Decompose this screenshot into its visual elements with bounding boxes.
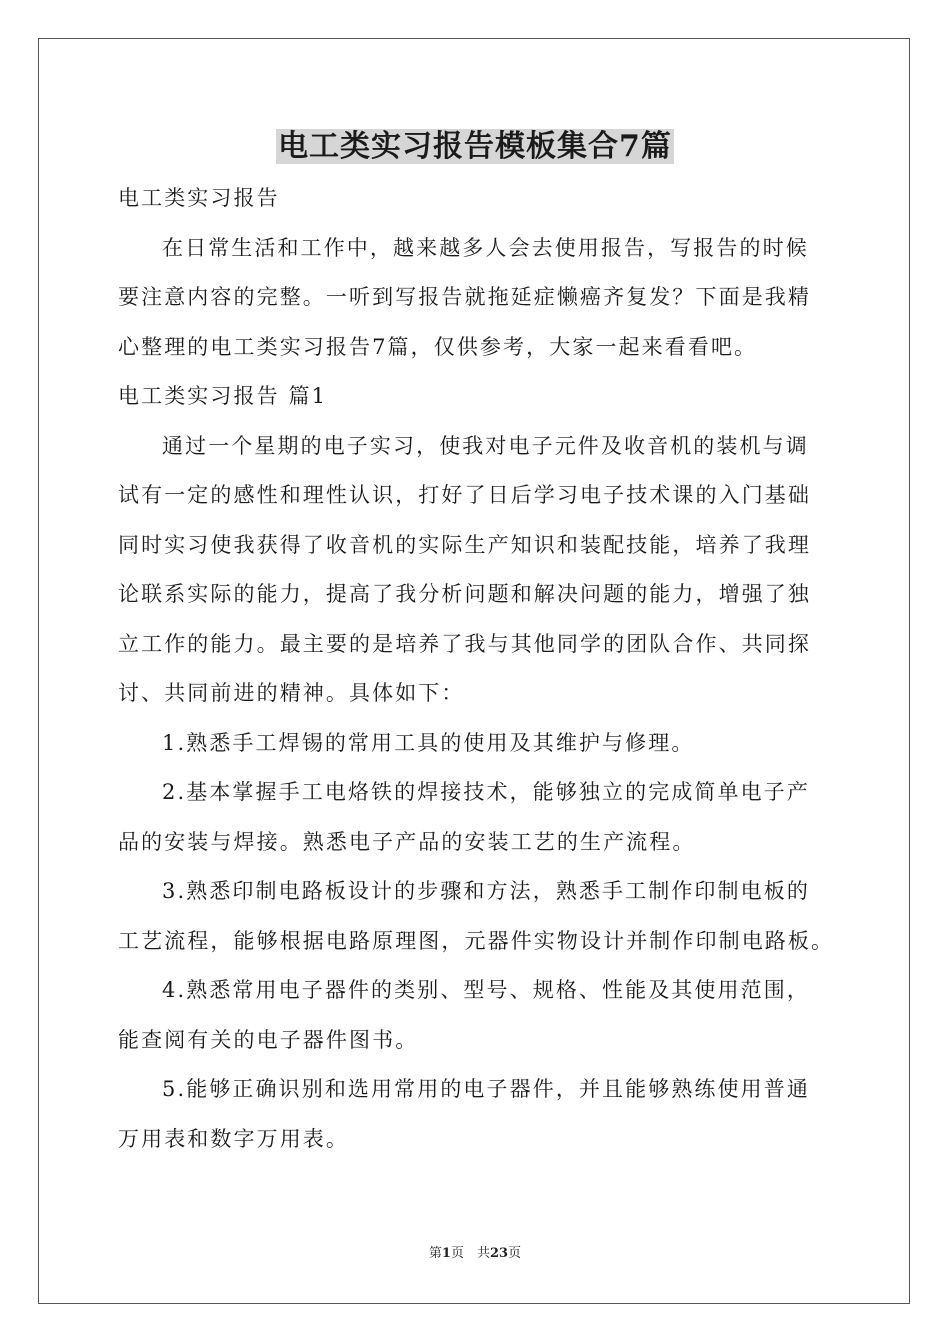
text-line: 通过一个星期的电子实习，使我对电子元件及收音机的装机与调	[162, 433, 809, 458]
text-line: 心整理的电工类实习报告7篇，仅供参考，大家一起来看看吧。	[118, 334, 758, 359]
text-line: 立工作的能力。最主要的是培养了我与其他同学的团队合作、共同探	[118, 631, 811, 656]
text-line: 在日常生活和工作中，越来越多人会去使用报告，写报告的时候	[162, 235, 809, 260]
document-title-text: 电工类实习报告模板集合7篇	[278, 129, 672, 164]
footer-suffix: 页	[508, 1246, 522, 1261]
footer-prefix: 第	[428, 1246, 442, 1261]
document-body	[118, 180, 836, 1170]
text-line: 工艺流程，能够根据电路原理图，元器件实物设计并制作印制电路板。	[118, 928, 835, 953]
footer-page-number: 1	[441, 1246, 451, 1261]
text-line: 2.基本掌握手工电烙铁的焊接技术，能够独立的完成简单电子产	[162, 780, 810, 804]
text-line: 5.能够正确识别和选用常用的电子器件，并且能够熟练使用普通	[162, 1077, 810, 1101]
text-line: 4.熟悉常用电子器件的类别、型号、规格、性能及其使用范围，	[162, 978, 810, 1002]
text-line: 论联系实际的能力，提高了我分析问题和解决问题的能力，增强了独	[118, 582, 811, 606]
text-line: 能查阅有关的电子器件图书。	[118, 1027, 419, 1052]
text-line: 品的安装与焊接。熟悉电子产品的安装工艺的生产流程。	[118, 829, 696, 854]
text-line: 要注意内容的完整。一听到写报告就拖延症懒癌齐复发？下面是我精	[118, 285, 811, 309]
text-line: 试有一定的感性和理性认识，打好了日后学习电子技术课的入门基础	[118, 483, 811, 507]
text-line: 电工类实习报告	[118, 186, 280, 210]
footer-total-pages: 23	[489, 1246, 509, 1261]
text-line: 万用表和数字万用表。	[118, 1126, 349, 1151]
text-line: 3.熟悉印制电路板设计的步骤和方法，熟悉手工制作印制电板的	[162, 879, 810, 903]
text-line: 电工类实习报告 篇1	[118, 384, 328, 408]
text-line: 1.熟悉手工焊锡的常用工具的使用及其维护与修理。	[162, 730, 695, 755]
page-footer	[0, 1245, 950, 1263]
text-line: 讨、共同前进的精神。具体如下：	[118, 681, 465, 705]
document-title	[0, 124, 950, 170]
footer-mid: 页 共	[450, 1246, 490, 1261]
text-line: 同时实习使我获得了收音机的实际生产知识和装配技能，培养了我理	[118, 532, 811, 557]
